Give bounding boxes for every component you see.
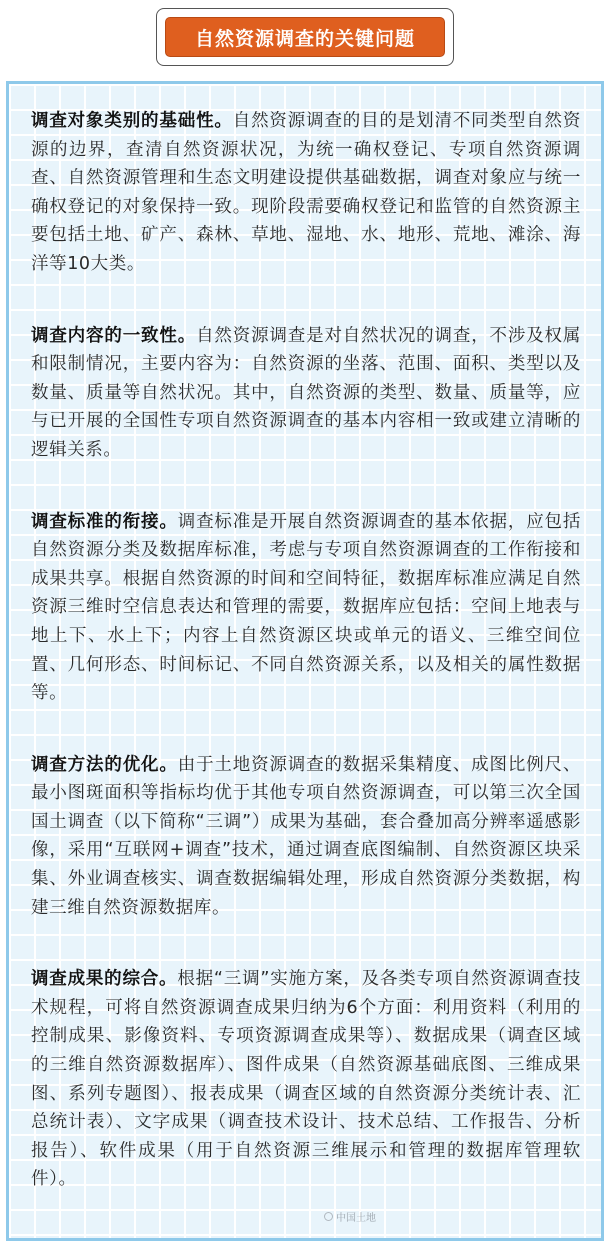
paragraph-text: 调查标准是开展自然资源调查的基本依据，应包括自然资源分类及数据库标准，考虑与专项自然资源调查的工作衔接和成果共享。根据自然资源的时间和空间特征，数据库标准应满足自然资源三维时空信息表达和管理的需要，数据库应包括：空间上地表与地上下、水上下；内容上自然资源区块或单元的语义、三维空间位置、几何形态、时间标记、不同自然资源关系，以及相关的属性数据等。 (31, 511, 581, 704)
paragraph-text: 自然资源调查的目的是划清不同类型自然资源的边界，查清自然资源状况，为统一确权登记、专项自然资源调查、自然资源管理和生态文明建设提供基础数据，调查对象应与统一确权登记的对象保持一致。现阶段需要确权登记和监管的自然资源主要包括土地、矿产、森林、草地、湿地、水、地形、荒地、滩涂、海洋等10大类。 (31, 111, 581, 274)
paragraph-content-consistency (31, 322, 581, 465)
paragraph-heading: 调查标准的衔接。 (31, 511, 178, 532)
title-frame (156, 8, 454, 66)
watermark-text: 中国土地 (336, 1213, 376, 1224)
paragraph-text: 根据“三调”实施方案，及各类专项自然资源调查技术规程，可将自然资源调查成果归纳为6个方面：利用资料（利用的控制成果、影像资料、专项资源调查成果等）、数据成果（调查区域的三维自然资源数据库）、图件成果（自然资源基础底图、三维成果图、系列专题图）、报表成果（调查区域的自然资源分类统计表、汇总统计表）、文字成果（调查技术设计、技术总结、工作报告、分析报告）、软件成果（用于自然资源三维展示和管理的数据库管理软件）。 (31, 969, 581, 1190)
watermark-logo-icon (324, 1212, 333, 1221)
paragraph-text: 由于土地资源调查的数据采集精度、成图比例尺、最小图斑面积等指标均优于其他专项自然资源调查，可以第三次全国国土调查（以下简称“三调”）成果为基础，套合叠加高分辨率遥感影像，采用“互联网+调查”技术，通过调查底图编制、自然资源区块采集、外业调查核实、调查数据编辑处理，形成自然资源分类数据，构建三维自然资源数据库。 (31, 754, 581, 918)
paragraph-standard-link (31, 508, 581, 708)
page-title: 自然资源调查的关键问题 (165, 17, 445, 57)
paragraph-text: 自然资源调查是对自然状况的调查，不涉及权属和限制情况，主要内容为：自然资源的坐落、范围、面积、类型以及数量、质量等自然状况。其中，自然资源的类型、数量、质量等，应与已开展的全国性专项自然资源调查的基本内容相一致或建立清晰的逻辑关系。 (31, 325, 581, 460)
paragraph-heading: 调查成果的综合。 (31, 969, 178, 990)
content-panel (6, 81, 604, 1241)
watermark (324, 1209, 376, 1224)
paragraph-method-optimization (31, 751, 581, 923)
paragraph-heading: 调查对象类别的基础性。 (31, 111, 233, 131)
article-body (31, 107, 581, 1237)
paragraph-object-category (31, 107, 581, 279)
paragraph-heading: 调查内容的一致性。 (31, 325, 197, 346)
paragraph-heading: 调查方法的优化。 (31, 754, 178, 775)
paragraph-result-synthesis (31, 965, 581, 1194)
